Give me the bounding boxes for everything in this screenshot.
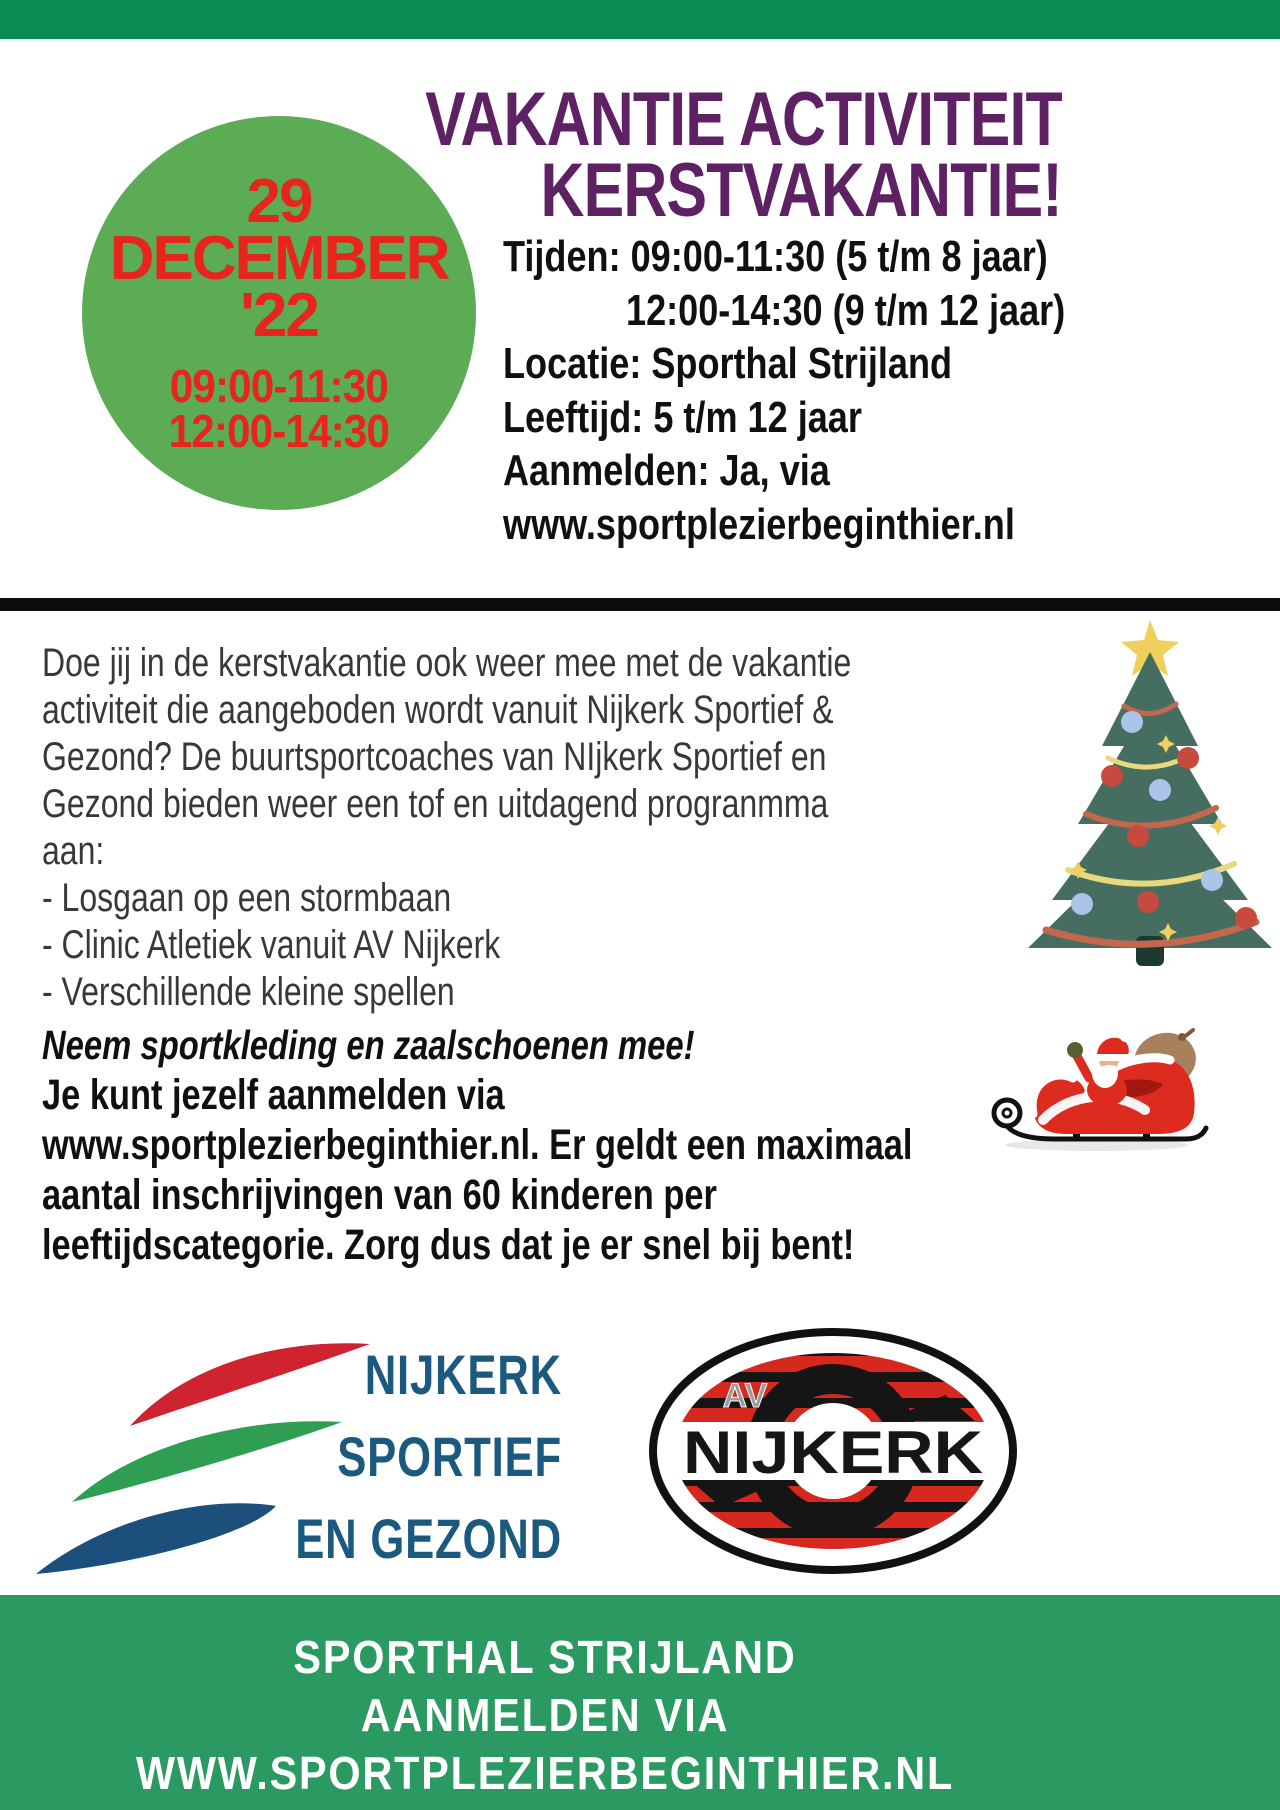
footer-line-1: SPORTHAL STRIJLAND [293, 1631, 797, 1683]
footer-line-2: AANMELDEN VIA [360, 1689, 730, 1741]
body-line: Gezond bieden weer een tof en uitdagend progranmma [42, 782, 829, 826]
signup-line: aantal inschrijvingen van 60 kinderen per [42, 1171, 717, 1219]
event-details [503, 230, 1065, 551]
signup-line: Je kunt jezelf aanmelden via [42, 1071, 505, 1119]
top-green-bar [0, 0, 1280, 39]
nsg-logo-line-1: NIJKERK [364, 1343, 562, 1406]
body-line: Doe jij in de kerstvakantie ook weer mee met de vakantie [42, 641, 852, 685]
bullet-item: - Verschillende kleine spellen [42, 970, 455, 1014]
christmas-tree-icon [1020, 618, 1280, 968]
footer-text [55, 1628, 1036, 1802]
body-text [42, 640, 912, 1270]
title-line-2: KERSTVAKANTIE! [540, 148, 1062, 233]
note-line: Neem sportkleding en zaalschoenen mee! [42, 1022, 695, 1068]
date-badge [82, 116, 476, 510]
nsg-logo-line-2: SPORTIEF [337, 1425, 562, 1488]
page-title [425, 77, 1062, 233]
bullet-item: - Clinic Atletiek vanuit AV Nijkerk [42, 923, 501, 967]
signup-line: www.sportplezierbeginthier.nl. Er geldt een maximaal [42, 1121, 913, 1169]
av-logo-name: NIJKERK [683, 1419, 983, 1486]
signup-line: leeftijdscategorie. Zorg dus dat je er snel bij bent! [42, 1221, 855, 1269]
black-divider [0, 598, 1280, 611]
body-line: Gezond? De buurtsportcoaches van NIjkerk Sportief en [42, 735, 827, 779]
detail-website: www.sportplezierbeginthier.nl [503, 499, 1015, 549]
nsg-logo-text [295, 1334, 562, 1580]
detail-tijden: Tijden: 09:00-11:30 (5 t/m 8 jaar) [503, 232, 1048, 281]
badge-time-2: 12:00-14:30 [168, 404, 390, 457]
santa-sleigh-icon [985, 1018, 1210, 1153]
detail-leeftijd: Leeftijd: 5 t/m 12 jaar [503, 392, 862, 442]
badge-year: '22 [240, 280, 318, 350]
bullet-item: - Losgaan op een stormbaan [42, 876, 452, 920]
av-nijkerk-logo [645, 1325, 1020, 1575]
detail-locatie: Locatie: Sporthal Strijland [503, 339, 953, 388]
badge-day: 29 [246, 166, 312, 236]
badge-month: DECEMBER [109, 223, 449, 293]
body-line: activiteit die aangeboden wordt vanuit Nijkerk Sportief & [42, 688, 834, 732]
badge-time-1: 09:00-11:30 [169, 359, 389, 412]
title-line-1: VAKANTIE ACTIVITEIT [425, 77, 1062, 162]
av-logo-abbr: AV [722, 1377, 768, 1415]
badge-times [168, 359, 390, 457]
nsg-logo-line-3: EN GEZOND [295, 1507, 562, 1570]
footer-line-3: WWW.SPORTPLEZIERBEGINTHIER.NL [135, 1747, 955, 1799]
detail-aanmelden: Aanmelden: Ja, via [503, 446, 830, 495]
detail-tijden-2: 12:00-14:30 (9 t/m 12 jaar) [626, 285, 1066, 335]
body-line: aan: [42, 829, 105, 873]
